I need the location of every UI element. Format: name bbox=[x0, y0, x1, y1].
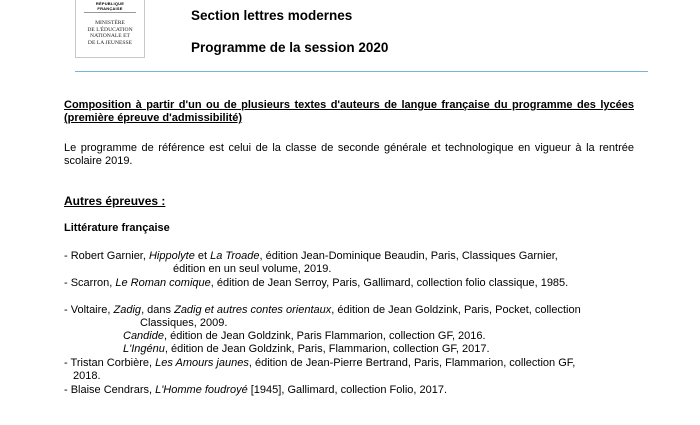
republic-label: RÉPUBLIQUE FRANÇAISE bbox=[84, 1, 136, 13]
ministry-name: MINISTÈRE DE L'ÉDUCATION NATIONALE ET DE LA JEUNESSE bbox=[87, 20, 133, 46]
litterature-subheading: Littérature française bbox=[64, 222, 170, 234]
work-title: L'Homme foudroyé bbox=[155, 384, 248, 396]
list-item-garnier: - Robert Garnier, Hippolyte et La Troade, édition Jean-Dominique Beaudin, Paris, Classiques Garnier, bbox=[64, 250, 558, 262]
list-item-candide: Candide, édition de Jean Goldzink, Paris Flammarion, collection GF, 2016. bbox=[123, 330, 486, 342]
work-title: Zadig et autres contes orientaux bbox=[174, 304, 332, 316]
list-item-ingenu: L'Ingénu, édition de Jean Goldzink, Paris, Flammarion, collection GF, 2017. bbox=[123, 343, 490, 355]
work-title: Hippolyte bbox=[148, 250, 195, 262]
header-divider bbox=[75, 71, 648, 72]
list-item-scarron: - Scarron, Le Roman comique, édition de Jean Serroy, Paris, Gallimard, collection folio classique, 1985. bbox=[64, 277, 569, 289]
list-item-continuation: 2018. bbox=[73, 370, 101, 382]
work-title: La Troade bbox=[210, 250, 260, 262]
list-item-continuation: Classiques, 2009. bbox=[140, 317, 228, 329]
list-item-continuation: édition en un seul volume, 2019. bbox=[173, 263, 332, 275]
list-item-cendrars: - Blaise Cendrars, L'Homme foudroyé [1945], Gallimard, collection Folio, 2017. bbox=[64, 384, 448, 396]
composition-heading: Composition à partir d'un ou de plusieurs textes d'auteurs de langue française du programme des lycées (première épreuve d'admissibilité) bbox=[64, 99, 634, 124]
work-title: Le Roman comique bbox=[115, 277, 211, 289]
list-item-voltaire: - Voltaire, Zadig, dans Zadig et autres contes orientaux, édition de Jean Goldzink, Paris, Pocket, collection bbox=[64, 304, 581, 316]
work-title: L'Ingénu bbox=[123, 343, 165, 355]
work-title: Candide bbox=[123, 330, 164, 342]
work-title: Zadig bbox=[113, 304, 142, 316]
session-title: Programme de la session 2020 bbox=[191, 40, 389, 55]
work-title: Les Amours jaunes bbox=[155, 357, 249, 369]
list-item-corbiere: - Tristan Corbière, Les Amours jaunes, édition de Jean-Pierre Bertrand, Paris, Flammarion, collection GF, bbox=[64, 357, 576, 369]
autres-epreuves-heading: Autres épreuves : bbox=[64, 194, 166, 208]
ministry-logo bbox=[75, 0, 145, 58]
composition-paragraph: Le programme de référence est celui de la classe de seconde générale et technologique en vigueur à la rentrée scolaire 2019. bbox=[64, 142, 634, 167]
section-title: Section lettres modernes bbox=[191, 8, 353, 23]
